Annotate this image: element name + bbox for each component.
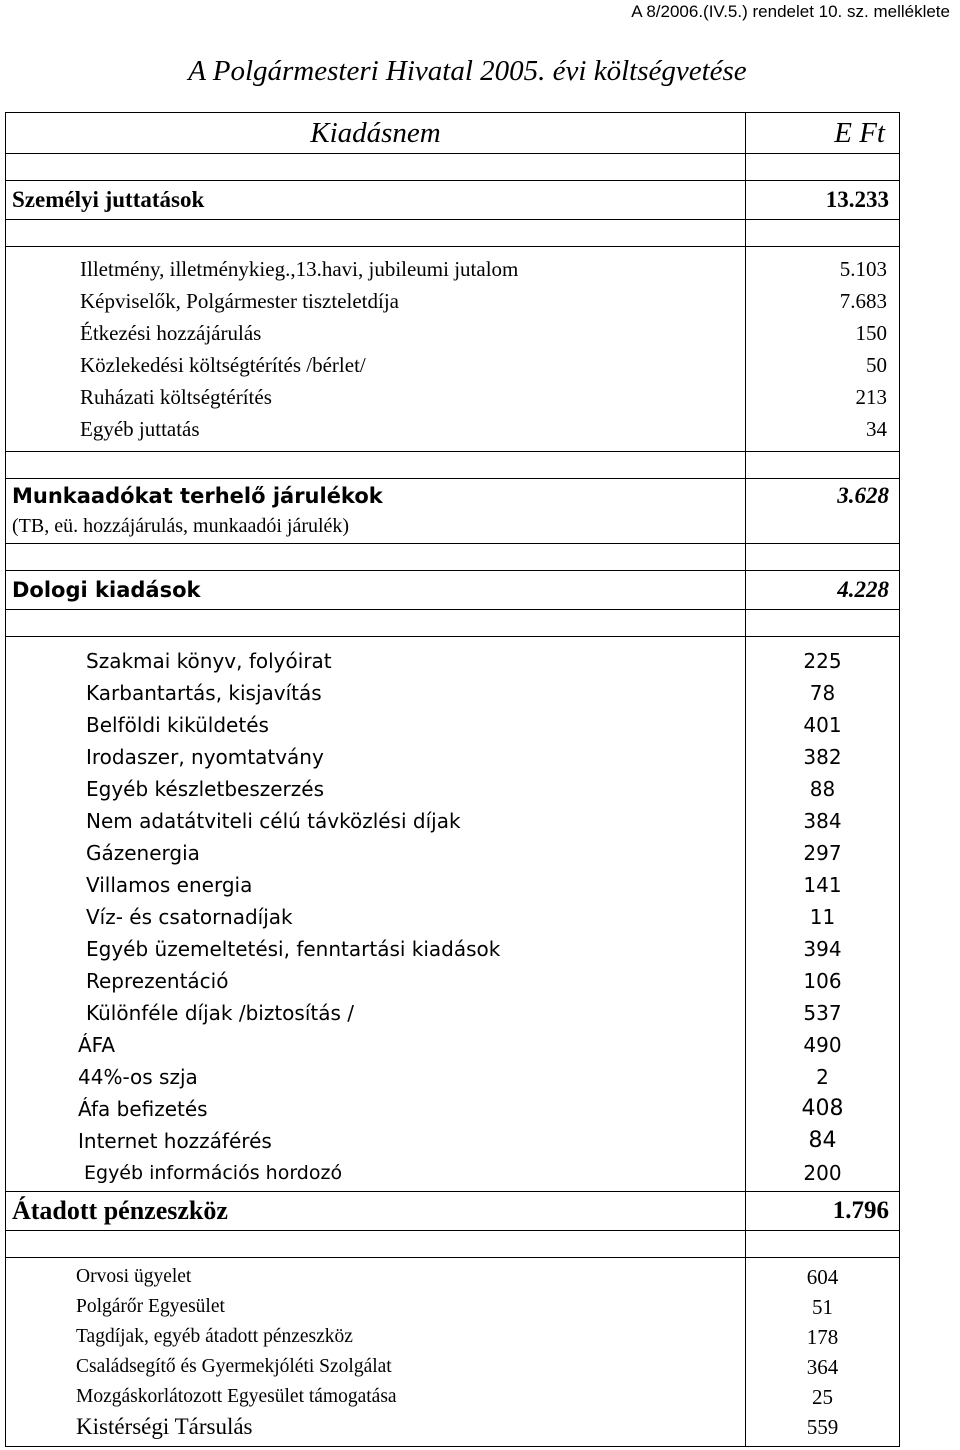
spacer-row [6,1231,900,1258]
table-header-row [6,113,900,154]
item-label: Képviselők, Polgármester tiszteletdíja [80,289,399,313]
item-amount: 408 [801,1096,844,1121]
section-label: Átadott pénzeszköz [6,1192,746,1231]
item-amount: 84 [808,1128,837,1153]
item-label: Orvosi ügyelet [76,1266,192,1287]
item-amount: 297 [803,841,842,865]
item-amounts [746,247,900,452]
item-label: Irodaszer, nyomtatvány [86,745,324,769]
section-total: 3.628 [746,479,900,544]
item-amount: 11 [809,905,836,929]
item-label: Egyéb készletbeszerzés [86,777,324,801]
item-label: Áfa befizetés [78,1097,208,1121]
page-title: A Polgármesteri Hivatal 2005. évi költségvetése [188,55,747,87]
item-label: Közlekedési költségtérítés /bérlet/ [80,353,366,377]
item-label: Szakmai könyv, folyóirat [86,649,332,673]
item-label: Tagdíjak, egyéb átadott pénzeszköz [76,1326,353,1347]
item-amount: 178 [806,1325,839,1349]
item-label: Ruházati költségtérítés [80,385,272,409]
item-group-material [6,637,900,1192]
item-label: Internet hozzáférés [78,1129,272,1153]
item-amount: 106 [803,969,842,993]
section-label: Munkaadókat terhelő járulékok [12,484,383,508]
item-label: Nem adatátviteli célú távközlési díjak [86,809,461,833]
item-amount: 401 [803,713,842,737]
item-amount: 50 [866,353,887,377]
item-amount: 7.683 [839,289,887,313]
item-amount: 25 [812,1385,833,1409]
section-row-contributions [6,479,900,544]
item-label: Étkezési hozzájárulás [80,321,262,345]
section-total: 4.228 [746,571,900,610]
spacer-row [6,544,900,571]
item-label: Egyéb üzemeltetési, fenntartási kiadások [86,937,501,961]
section-label-group [6,479,746,544]
item-amount: 150 [855,321,887,345]
item-label: Kistérségi Társulás [76,1414,253,1439]
document-reference: A 8/2006.(IV.5.) rendelet 10. sz. melléklete [631,2,950,21]
item-amounts [746,1258,900,1447]
item-amount: 225 [803,649,842,673]
column-header-eft: E Ft [746,113,900,154]
section-total: 1.796 [746,1192,900,1231]
item-amount: 382 [803,745,842,769]
budget-table [5,112,900,1447]
item-label: ÁFA [78,1033,116,1057]
item-group-personal [6,247,900,452]
item-amount: 490 [803,1033,842,1057]
item-label: Villamos energia [86,873,253,897]
section-row-material [6,571,900,610]
item-label: Egyéb információs hordozó [84,1162,343,1184]
item-label: Polgárőr Egyesület [76,1296,225,1317]
item-amounts [746,637,900,1192]
item-label: Belföldi kiküldetés [86,713,269,737]
spacer-row [6,452,900,479]
column-header-kiadasnem: Kiadásnem [6,113,746,154]
item-labels [6,637,746,1192]
item-label: Illetmény, illetménykieg.,13.havi, jubileumi jutalom [80,257,519,281]
item-amount: 2 [816,1065,829,1089]
item-amount: 559 [806,1415,839,1439]
item-amount: 51 [812,1295,833,1319]
section-row-transfer [6,1192,900,1231]
item-group-transfer [6,1258,900,1447]
item-amount: 88 [809,777,836,801]
spacer-row [6,154,900,181]
item-amount: 213 [855,385,887,409]
item-amount: 5.103 [839,257,887,281]
item-labels [6,1258,746,1447]
item-label: Karbantartás, kisjavítás [86,681,322,705]
section-total: 13.233 [746,181,900,220]
item-label: Reprezentáció [86,969,229,993]
item-amount: 34 [866,417,887,441]
item-amount: 78 [809,681,836,705]
item-label: 44%-os szja [78,1065,198,1089]
item-amount: 537 [803,1001,842,1025]
item-label: Egyéb juttatás [80,417,200,441]
item-amount: 394 [803,937,842,961]
item-amount: 200 [803,1161,842,1185]
spacer-row [6,610,900,637]
section-sublabel: (TB, eü. hozzájárulás, munkaadói járulék) [12,515,350,537]
section-row-personal [6,181,900,220]
section-label: Személyi juttatások [6,181,746,220]
item-label: Családsegítő és Gyermekjóléti Szolgálat [76,1356,392,1377]
item-amount: 604 [806,1265,839,1289]
item-amount: 384 [803,809,842,833]
item-label: Mozgáskorlátozott Egyesület támogatása [76,1386,397,1407]
item-label: Víz- és csatornadíjak [86,905,293,929]
item-labels [6,247,746,452]
spacer-row [6,220,900,247]
item-label: Gázenergia [86,841,200,865]
section-label: Dologi kiadások [6,571,746,610]
item-amount: 364 [806,1355,839,1379]
item-amount: 141 [803,873,842,897]
item-label: Különféle díjak /biztosítás / [86,1001,354,1025]
